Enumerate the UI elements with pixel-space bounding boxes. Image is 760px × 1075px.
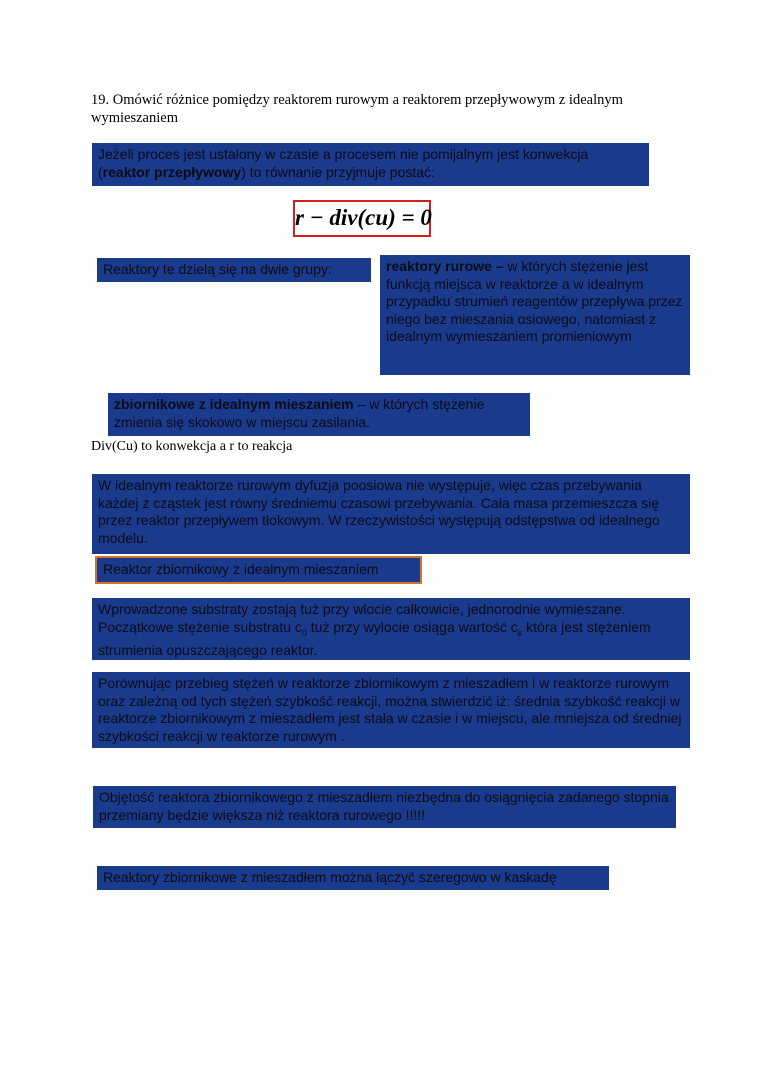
convection-bold: reaktor przepływowy bbox=[102, 163, 242, 180]
groups-label: Reaktory te dzielą się na dwie grupy: bbox=[103, 261, 332, 277]
groups-label-box bbox=[97, 258, 371, 282]
volume-box bbox=[93, 786, 676, 828]
substrates-text-3: która jest stężeniem strumienia opuszczającego reaktor. bbox=[98, 618, 651, 658]
tank-title-text: Reaktor zbiornikowy z idealnym mieszaniem bbox=[103, 561, 379, 577]
convection-text-before: Jeżeli proces jest ustalony w czasie a procesem nie pomijalnym jest konwekcja ( bbox=[98, 146, 589, 180]
comparison-box bbox=[92, 672, 690, 748]
convection-text-after: ) to równanie przyjmuje postać: bbox=[241, 163, 435, 180]
comparison-text: Porównując przebieg stężeń w reaktorze zbiornikowym z mieszadłem i w reaktorze rurowym oraz zależną od tych stężeń szybkość reakcji, można stwierdzić iż: średnia szybkość reakcji w reaktorze zbiornikowym z mieszadłem jest stała w czasie i w miejscu, ale mniejsza od średniej szybkości reakcji w reaktorze rurowym . bbox=[98, 675, 682, 744]
volume-text: Objętość reaktora zbiornikowego z mieszadłem niezbędna do osiągnięcia zadanego stopnia przemiany będzie większa niż reaktora rurowego !!!!! bbox=[99, 789, 669, 823]
substrates-text-2: tuż przy wylocie osiąga wartość c bbox=[306, 618, 518, 635]
tank-reactors-box bbox=[108, 393, 530, 436]
question-heading: 19. Omówić różnice pomiędzy reaktorem rurowym a reaktorem przepływowym z idealnym wymieszaniem bbox=[91, 92, 623, 126]
tank-reactors-text: – w których stężenie zmienia się skokowo w miejscu zasilania. bbox=[114, 396, 485, 430]
convection-box bbox=[92, 143, 649, 186]
tube-reactors-text: w których stężenie jest funkcją miejsca w reaktorze a w idealnym przypadku strumień reagentów przepływa przez niego bez mieszania osiowego, natomiast z idealnym wymieszaniem promieniowym bbox=[386, 258, 683, 344]
diffusion-box bbox=[92, 474, 690, 554]
tube-reactors-box bbox=[380, 255, 690, 375]
cascade-text: Reaktory zbiornikowe z mieszadłem można łączyć szeregowo w kaskadę bbox=[103, 869, 557, 885]
cascade-box bbox=[97, 866, 609, 890]
tank-title-box bbox=[95, 556, 422, 584]
equation: r − div(cu) = 0 bbox=[293, 200, 431, 237]
substrates-sub-0: 0 bbox=[301, 627, 307, 638]
note-text: Div(Cu) to konwekcja a r to reakcja bbox=[91, 439, 293, 454]
tank-reactors-bold: zbiornikowe z idealnym mieszaniem bbox=[114, 396, 354, 412]
diffusion-text: W idealnym reaktorze rurowym dyfuzja poosiowa nie występuje, więc czas przebywania każdej z cząstek jest równy średniemu czasowi przebywania. Cała masa przemieszcza się przez reaktor przepływem tłokowym. W rzeczywistości występują odstępstwa od idealnego modelu. bbox=[98, 477, 660, 546]
substrates-text-1: Wprowadzone substraty zostają tuż przy wlocie całkowicie, jednorodnie wymieszane. Początkowe stężenie substratu c bbox=[98, 601, 626, 635]
tube-reactors-bold: reaktory rurowe – bbox=[386, 258, 504, 274]
substrates-sub-k: k bbox=[517, 627, 523, 638]
substrates-box bbox=[92, 598, 690, 660]
